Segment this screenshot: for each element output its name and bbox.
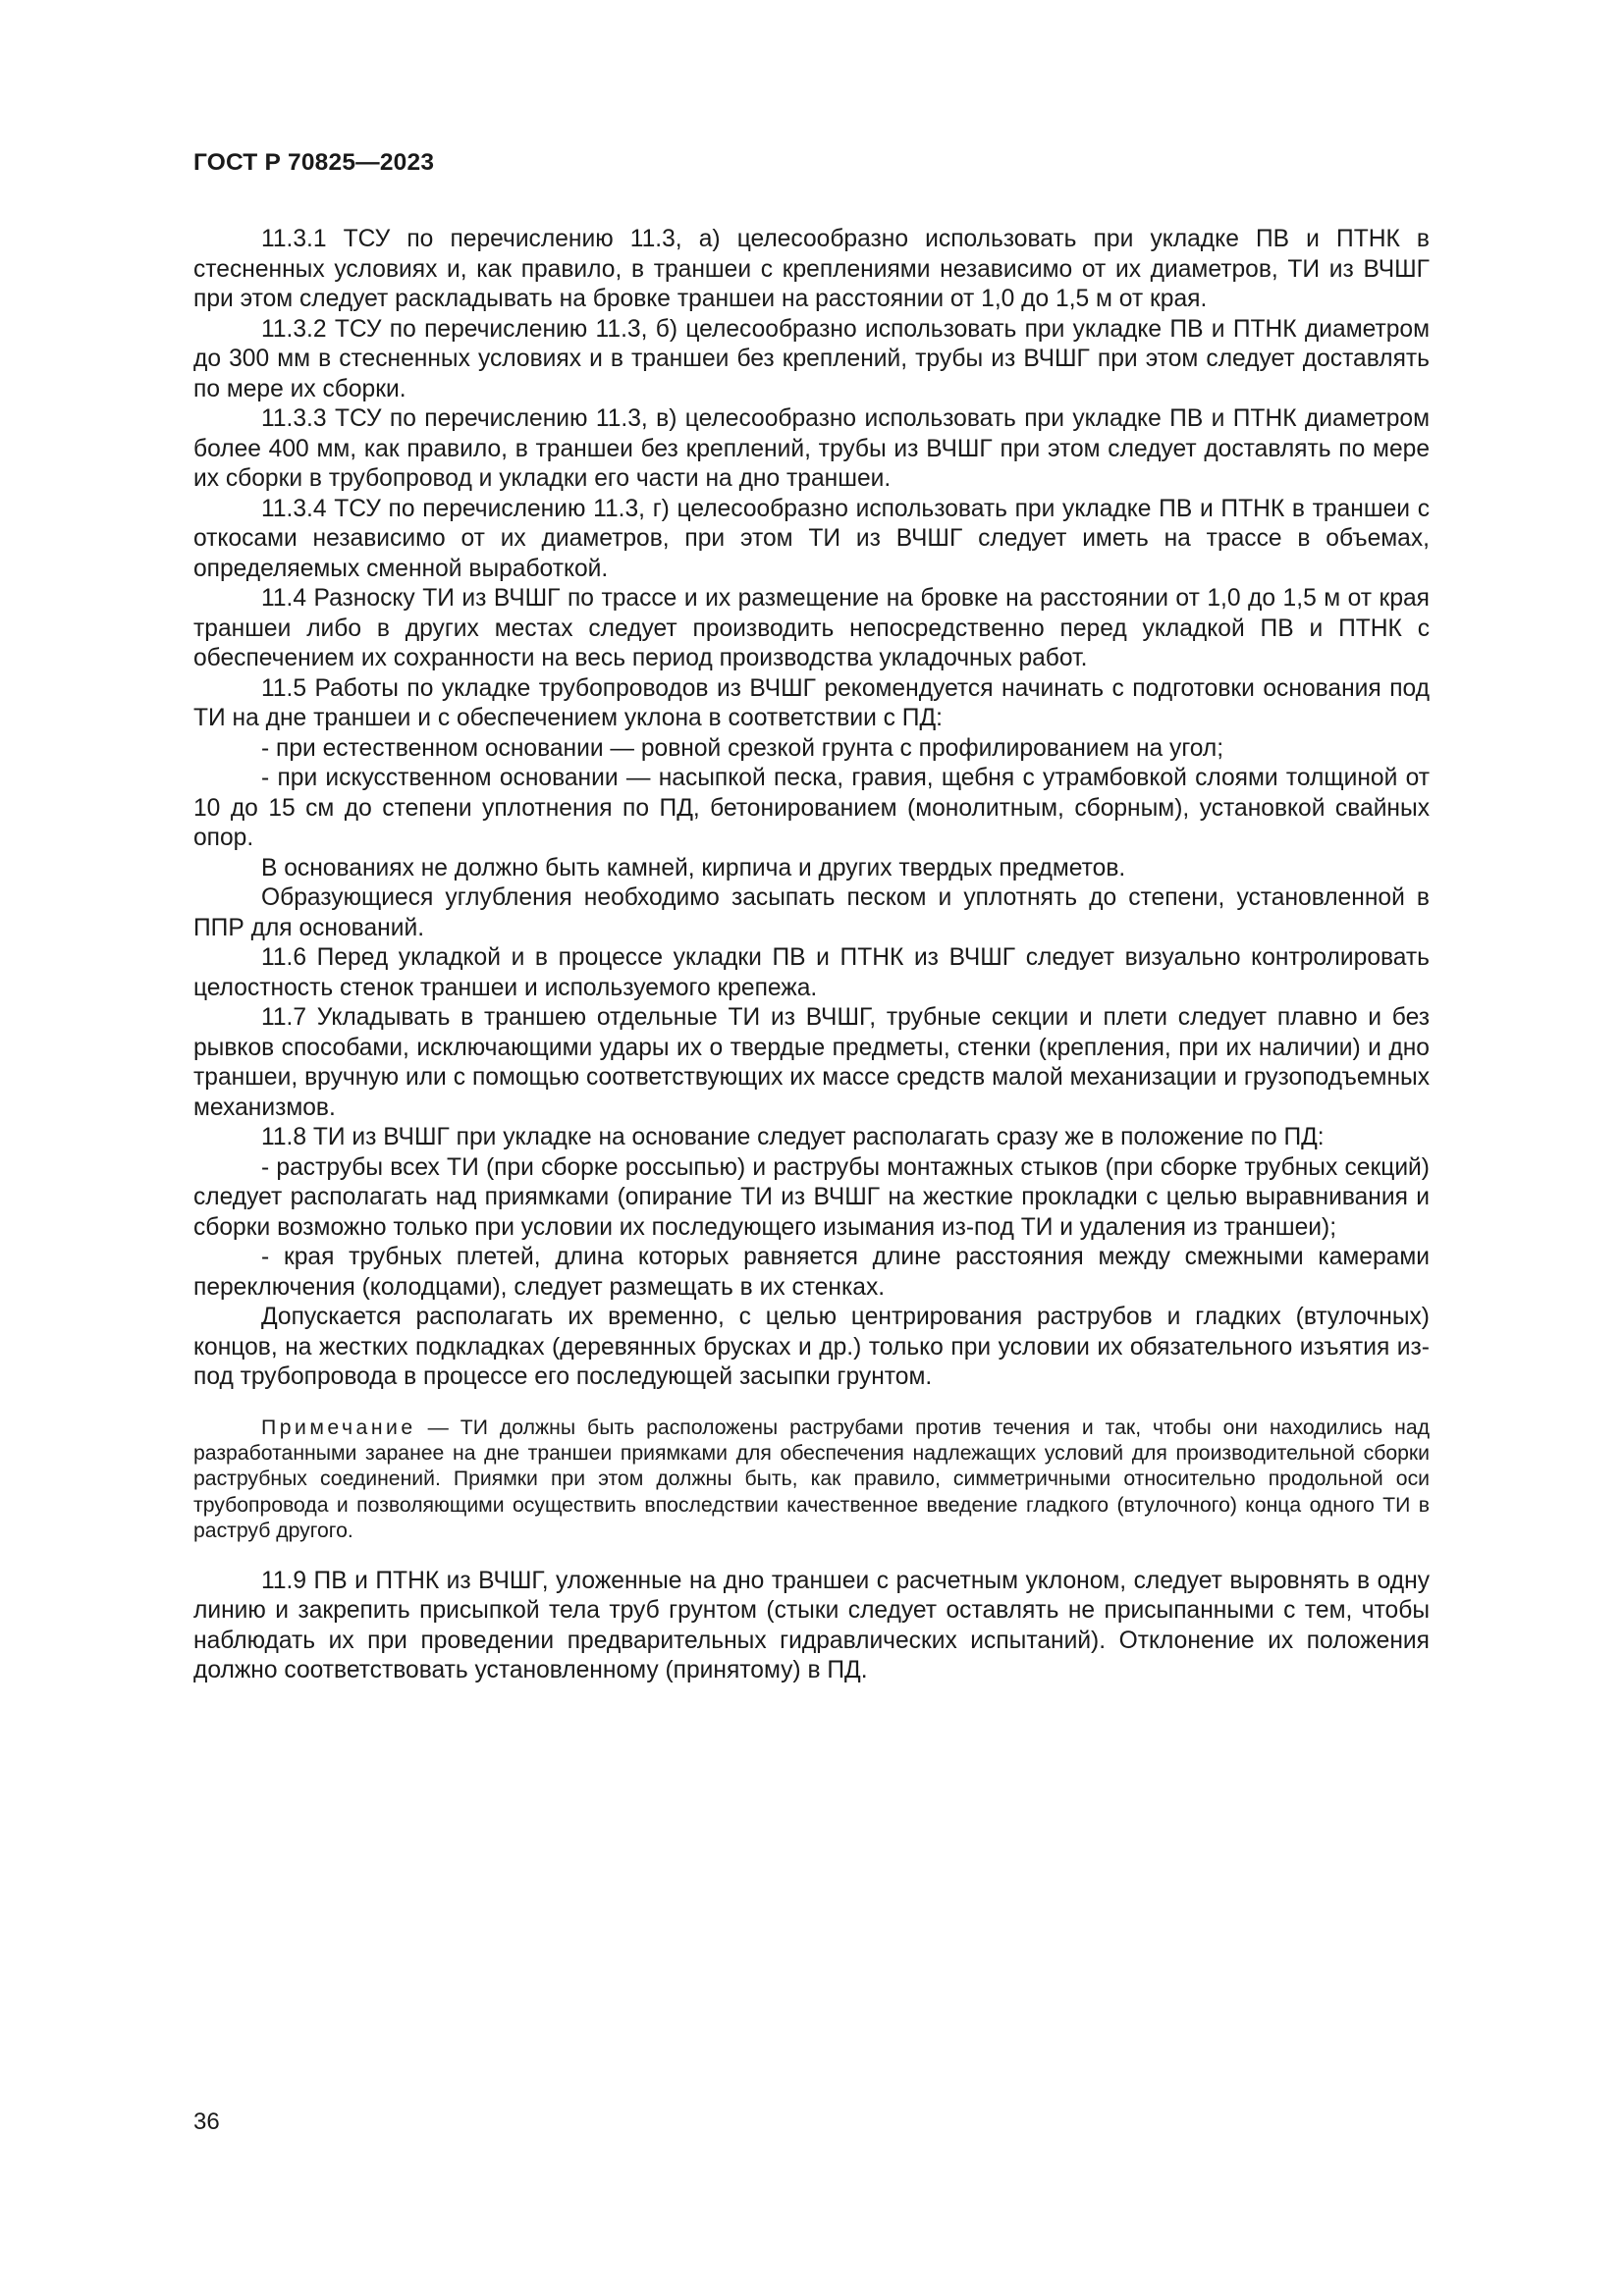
document-header: ГОСТ Р 70825—2023 [193,149,435,176]
paragraph-11-3-1: 11.3.1 ТСУ по перечислению 11.3, а) целесообразно использовать при укладке ПВ и ПТНК в стесненных условиях и, как правило, в траншеи с креплениями независимо от их диаметров, ТИ из ВЧШГ при этом следует раскладывать на бровке траншеи на расстоянии от 1,0 до 1,5 м от края. [193,226,1430,312]
note [193,1415,1430,1545]
paragraph-11-3-3: 11.3.3 ТСУ по перечислению 11.3, в) целесообразно использовать при укладке ПВ и ПТНК диаметром более 400 мм, как правило, в траншеи без креплений, трубы из ВЧШГ при этом следует доставлять по мере их сборки в трубопровод и укладки его части на дно траншеи. [193,405,1430,492]
paragraph-11-3-4: 11.3.4 ТСУ по перечислению 11.3, г) целесообразно использовать при укладке ПВ и ПТНК в траншеи с откосами независимо от их диаметров, при этом ТИ из ВЧШГ следует иметь на трассе в объемах, определяемых сменной выработкой. [193,495,1430,582]
paragraph-11-8: 11.8 ТИ из ВЧШГ при укладке на основание следует располагать сразу же в положение по ПД: [261,1124,1325,1150]
paragraph-11-4: 11.4 Разноску ТИ из ВЧШГ по трассе и их размещение на бровке на расстоянии от 1,0 до 1,5 м от края траншеи либо в других местах следует производить непосредственно перед укладкой ПВ и ПТНК с обеспечением их сохранности на весь период производства укладочных работ. [193,585,1430,671]
list-item: - при естественном основании — ровной срезкой грунта с профилированием на угол; [261,734,1224,762]
paragraph-11-7: 11.7 Укладывать в траншею отдельные ТИ из ВЧШГ, трубные секции и плети следует плавно и без рывков способами, исключающими удары их о твердые предметы, стенки (крепления, при их наличии) и дно траншеи, вручную или с помощью соответствующих их массе средств малой механизации и грузоподъемных механизмов. [193,1004,1430,1121]
list-item: - раструбы всех ТИ (при сборке россыпью) и раструбы монтажных стыков (при сборке трубных секций) следует располагать над приямками (опирание ТИ из ВЧШГ на жесткие прокладки с целью выравнивания и сборки возможно только при условии их последующего изымания из-под ТИ и удаления из траншеи); [193,1153,1430,1241]
paragraph-11-5: 11.5 Работы по укладке трубопроводов из ВЧШГ рекомендуется начинать с подготовки основания под ТИ на дне траншеи и с обеспечением уклона в соответствии с ПД: [193,674,1430,731]
paragraph-11-3-2: 11.3.2 ТСУ по перечислению 11.3, б) целесообразно использовать при укладке ПВ и ПТНК диаметром до 300 мм в стесненных условиях и в траншеи без креплений, трубы из ВЧШГ при этом следует доставлять по мере их сборки. [193,315,1430,402]
paragraph-foundations-recesses: Образующиеся углубления необходимо засыпать песком и уплотнять до степени, установленной в ППР для оснований. [193,884,1430,941]
page-number: 36 [193,2109,220,2135]
list-item: - края трубных плетей, длина которых равняется длине расстояния между смежными камерами переключения (колодцами), следует размещать в их стенках. [193,1244,1430,1301]
list-item: - при искусственном основании — насыпкой песка, гравия, щебня с утрамбовкой слоями толщиной от 10 до 15 см до степени уплотнения по ПД, бетонированием (монолитным, сборным), установкой свайных опор. [193,765,1430,851]
paragraph-temporary-placement: Допускается располагать их временно, с целью центрирования раструбов и гладких (втулочных) концов, на жестких подкладках (деревянных брусках и др.) только при условии их обязательного изъятия из-под трубопровода в процессе его последующей засыпки грунтом. [193,1304,1430,1390]
paragraph-foundations-stones: В основаниях не должно быть камней, кирпича и других твердых предметов. [261,854,1126,881]
note-text: — ТИ должны быть расположены раструбами против течения и так, чтобы они находились над разработанными заранее на дне траншеи приямками для обеспечения надлежащих условий для производительной сборки раструбных соединений. Приямки при этом должны быть, как правило, симметричными относительно продольной оси трубопровода и позволяющими осуществить впоследствии качественное введение гладкого (втулочного) конца одного ТИ в раструб другого. [193,1415,1430,1543]
body-text [193,225,1430,1686]
paragraph-11-6: 11.6 Перед укладкой и в процессе укладки ПВ и ПТНК из ВЧШГ следует визуально контролировать целостность стенок траншеи и используемого крепежа. [193,944,1430,1001]
note-label: Примечание [261,1415,416,1439]
paragraph-11-9: 11.9 ПВ и ПТНК из ВЧШГ, уложенные на дно траншеи с расчетным уклоном, следует выровнять в одну линию и закрепить присыпкой тела труб грунтом (стыки следует оставлять не присыпанными с тем, чтобы наблюдать их при проведении предварительных гидравлических испытаний). Отклонение их положения должно соответствовать установленному (принятому) в ПД. [193,1567,1430,1684]
